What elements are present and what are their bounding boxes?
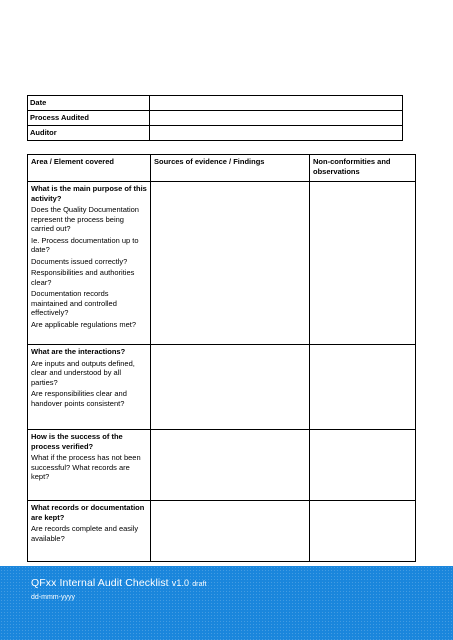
- checklist-row: [28, 182, 416, 345]
- footer-band: [0, 566, 453, 640]
- sub-question: Documentation records maintained and controlled effectively?: [31, 289, 117, 317]
- evidence-cell[interactable]: [151, 501, 310, 562]
- audit-info-table: [27, 95, 403, 141]
- nonconformities-cell[interactable]: [310, 501, 416, 562]
- sub-question: Documents issued correctly?: [31, 256, 128, 266]
- nonconformities-cell[interactable]: [310, 182, 416, 345]
- audit-info-row: [28, 126, 403, 141]
- document-title-text: QFxx Internal Audit Checklist: [31, 577, 169, 589]
- audit-checklist-table: [27, 154, 416, 562]
- audit-info-row: [28, 96, 403, 111]
- area-cell: [28, 430, 151, 501]
- checklist-row: [28, 345, 416, 430]
- audit-info-row: [28, 111, 403, 126]
- column-header-nonconformities: Non-conformities and observations: [310, 155, 416, 182]
- sub-question: Are records complete and easily available?: [31, 524, 139, 543]
- sub-question: What if the process has not been successful? What records are kept?: [31, 453, 141, 481]
- sub-question: Are applicable regulations met?: [31, 319, 137, 329]
- document-status: draft: [192, 581, 207, 588]
- evidence-cell[interactable]: [151, 345, 310, 430]
- column-header-evidence: Sources of evidence / Findings: [151, 155, 310, 182]
- sub-question: Responsibilities and authorities clear?: [31, 268, 135, 287]
- sub-question: Are inputs and outputs defined, clear and understood by all parties?: [31, 358, 135, 387]
- date-value-cell[interactable]: [150, 96, 403, 111]
- checklist-header-row: [28, 155, 416, 182]
- question-text: How is the success of the process verified?: [31, 432, 123, 451]
- sub-question: Ie. Process documentation up to date?: [31, 235, 139, 254]
- evidence-cell[interactable]: [151, 430, 310, 501]
- checklist-row: [28, 430, 416, 501]
- question-text: What are the interactions?: [31, 347, 126, 356]
- area-cell: [28, 345, 151, 430]
- auditor-label: Auditor: [28, 126, 150, 141]
- column-header-area: Area / Element covered: [28, 155, 151, 182]
- area-cell: [28, 182, 151, 345]
- sub-question: Does the Quality Documentation represent the process being carried out?: [31, 205, 139, 233]
- nonconformities-cell[interactable]: [310, 430, 416, 501]
- area-cell: [28, 501, 151, 562]
- document-date: dd-mmm-yyyy: [31, 594, 75, 601]
- auditor-value-cell[interactable]: [150, 126, 403, 141]
- date-label: Date: [28, 96, 150, 111]
- checklist-row: [28, 501, 416, 562]
- question-text: What records or documentation are kept?: [31, 503, 145, 522]
- sub-question: Are responsibilities clear and handover points consistent?: [31, 389, 127, 408]
- process-audited-label: Process Audited: [28, 111, 150, 126]
- document-version: v1.0: [171, 578, 190, 588]
- evidence-cell[interactable]: [151, 182, 310, 345]
- question-text: What is the main purpose of this activity?: [31, 184, 147, 203]
- nonconformities-cell[interactable]: [310, 345, 416, 430]
- document-title: [31, 577, 207, 589]
- process-audited-value-cell[interactable]: [150, 111, 403, 126]
